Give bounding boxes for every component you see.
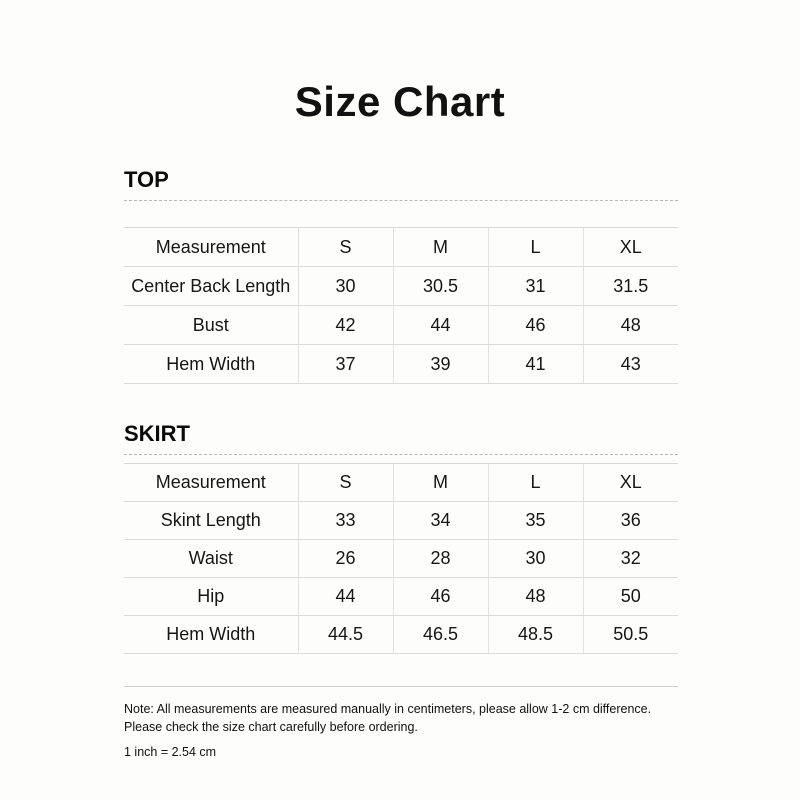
table-cell: 48.5 xyxy=(488,616,583,654)
notes-divider xyxy=(124,686,678,687)
column-header-xl: XL xyxy=(583,464,678,502)
row-label: Bust xyxy=(124,306,298,345)
table-header-row xyxy=(124,464,678,502)
column-header-s: S xyxy=(298,464,393,502)
top-heading: TOP xyxy=(124,167,169,192)
table-row xyxy=(124,502,678,540)
table-cell: 31 xyxy=(488,267,583,306)
table-header-row xyxy=(124,228,678,267)
row-label: Skint Length xyxy=(124,502,298,540)
table-row xyxy=(124,578,678,616)
table-cell: 26 xyxy=(298,540,393,578)
row-label: Waist xyxy=(124,540,298,578)
table-cell: 42 xyxy=(298,306,393,345)
table-cell: 44 xyxy=(393,306,488,345)
column-header-measurement: Measurement xyxy=(124,228,298,267)
column-header-m: M xyxy=(393,228,488,267)
table-cell: 33 xyxy=(298,502,393,540)
table-cell: 30 xyxy=(488,540,583,578)
table-row xyxy=(124,540,678,578)
table-cell: 35 xyxy=(488,502,583,540)
table-cell: 32 xyxy=(583,540,678,578)
table-cell: 46 xyxy=(393,578,488,616)
table-cell: 48 xyxy=(488,578,583,616)
table-row xyxy=(124,345,678,384)
column-header-m: M xyxy=(393,464,488,502)
table-cell: 48 xyxy=(583,306,678,345)
table-cell: 28 xyxy=(393,540,488,578)
skirt-size-table xyxy=(124,463,678,654)
table-cell: 34 xyxy=(393,502,488,540)
row-label: Hem Width xyxy=(124,345,298,384)
table-cell: 37 xyxy=(298,345,393,384)
table-cell: 46 xyxy=(488,306,583,345)
table-cell: 50.5 xyxy=(583,616,678,654)
row-label: Center Back Length xyxy=(124,267,298,306)
unit-conversion-note: 1 inch = 2.54 cm xyxy=(124,745,217,759)
column-header-measurement: Measurement xyxy=(124,464,298,502)
table-row xyxy=(124,267,678,306)
measurement-note xyxy=(124,700,684,736)
column-header-l: L xyxy=(488,228,583,267)
table-cell: 46.5 xyxy=(393,616,488,654)
table-cell: 39 xyxy=(393,345,488,384)
table-cell: 41 xyxy=(488,345,583,384)
skirt-heading: SKIRT xyxy=(124,421,190,446)
table-row xyxy=(124,306,678,345)
table-cell: 50 xyxy=(583,578,678,616)
page-title: Size Chart xyxy=(294,78,506,125)
table-cell: 44.5 xyxy=(298,616,393,654)
top-section xyxy=(124,166,678,384)
column-header-l: L xyxy=(488,464,583,502)
row-label: Hem Width xyxy=(124,616,298,654)
note-line: Note: All measurements are measured manually in centimeters, please allow 1-2 cm difference. xyxy=(124,702,652,716)
table-cell: 30.5 xyxy=(393,267,488,306)
column-header-xl: XL xyxy=(583,228,678,267)
table-cell: 44 xyxy=(298,578,393,616)
top-heading-divider xyxy=(124,200,678,201)
skirt-heading-divider xyxy=(124,454,678,455)
table-cell: 30 xyxy=(298,267,393,306)
top-size-table xyxy=(124,227,678,384)
skirt-section xyxy=(124,420,678,654)
note-line: Please check the size chart carefully before ordering. xyxy=(124,720,418,734)
table-row xyxy=(124,616,678,654)
column-header-s: S xyxy=(298,228,393,267)
row-label: Hip xyxy=(124,578,298,616)
table-cell: 43 xyxy=(583,345,678,384)
table-cell: 31.5 xyxy=(583,267,678,306)
table-cell: 36 xyxy=(583,502,678,540)
